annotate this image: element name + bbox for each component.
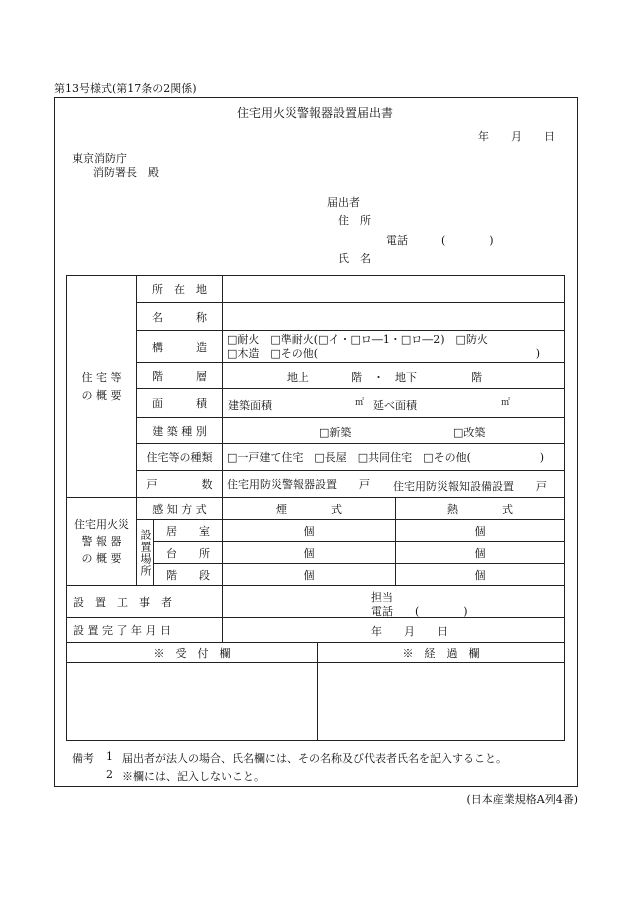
install-place-label: 設置場所	[137, 520, 154, 586]
room-smoke-count[interactable]: 個	[223, 520, 396, 542]
location-label: 所 在 地	[137, 276, 223, 303]
installer-label: 設 置 工 事 者	[67, 586, 223, 618]
detection-label: 感 知 方 式	[137, 498, 223, 520]
renovation-checkbox[interactable]: □改築	[453, 426, 486, 439]
section-alarm-label: 住宅用火災 警 報 器 の 概 要	[67, 498, 137, 586]
units-field[interactable]	[223, 471, 565, 498]
room-label: 居 室	[154, 520, 223, 542]
addressee-org: 東京消防庁	[72, 152, 127, 165]
floors-field[interactable]	[223, 363, 565, 389]
floors-label: 階 層	[137, 363, 223, 389]
date-line[interactable]: 年 月 日	[478, 130, 555, 143]
installer-field[interactable]	[223, 586, 565, 618]
reception-field[interactable]	[67, 663, 318, 741]
notifier-phone[interactable]: 電話 ( )	[386, 234, 494, 247]
structure-label: 構 造	[137, 331, 223, 363]
note-2: ※欄には、記入しないこと。	[122, 770, 265, 783]
addressee-chief: 消防署長 殿	[93, 166, 159, 179]
completion-label: 設 置 完 了 年 月 日	[67, 618, 223, 643]
housing-type-options[interactable]: □一戸建て住宅 □長屋 □共同住宅 □その他(	[227, 451, 471, 464]
housing-type-label: 住宅等の種類	[137, 444, 223, 471]
structure-options[interactable]	[223, 331, 565, 363]
kitchen-smoke-count[interactable]: 個	[223, 542, 396, 564]
location-field[interactable]	[223, 276, 565, 303]
installer-phone: 電話 ( )	[371, 605, 468, 618]
completion-date[interactable]	[223, 618, 565, 643]
units-alarm: 住宅用防災警報器設置 戸	[227, 478, 370, 491]
paper-size-footer: (日本産業規格A列4番)	[466, 793, 578, 806]
stairs-heat-count[interactable]: 個	[396, 564, 565, 586]
notifier-label: 届出者	[327, 196, 360, 209]
structure-close-paren: )	[535, 346, 540, 360]
note-1-number: 1	[106, 750, 113, 763]
form-title: 住宅用火災警報器設置届出書	[236, 106, 393, 120]
structure-options-line1[interactable]: □耐火 □準耐火(□イ・□ロ―1・□ロ―2) □防火	[227, 332, 488, 346]
stairs-smoke-count[interactable]: 個	[223, 564, 396, 586]
area-field[interactable]	[223, 389, 565, 418]
floors-below-label: 階	[471, 371, 482, 384]
building-area-label: 建築面積	[228, 399, 272, 412]
housing-type-field[interactable]	[223, 444, 565, 471]
notifier-name-label: 氏 名	[338, 252, 371, 265]
form-number: 第13号様式(第17条の2関係)	[54, 82, 197, 95]
housing-type-close-paren: )	[539, 451, 544, 464]
area-label: 面 積	[137, 389, 223, 418]
room-heat-count[interactable]: 個	[396, 520, 565, 542]
total-floor-area-unit: ㎡	[501, 398, 511, 408]
notifier-address-label: 住 所	[338, 214, 371, 227]
section-housing-label: 住 宅 等 の 概 要	[67, 276, 137, 498]
name-label: 名 称	[137, 303, 223, 331]
stairs-label: 階 段	[154, 564, 223, 586]
floors-above-label: 地上	[287, 371, 309, 384]
name-field[interactable]	[223, 303, 565, 331]
note-2-number: 2	[106, 768, 113, 781]
notes-label: 備考	[72, 752, 94, 765]
structure-options-line2[interactable]: □木造 □その他(	[227, 346, 319, 360]
form-table	[66, 275, 565, 741]
installer-contact-label: 担当	[371, 591, 393, 604]
progress-header: ※ 経 過 欄	[318, 643, 565, 663]
floors-mid-label: 階 ・ 地下	[351, 371, 417, 384]
reception-header: ※ 受 付 欄	[67, 643, 318, 663]
heat-header: 熱 式	[396, 498, 565, 520]
note-1: 届出者が法人の場合、氏名欄には、その名称及び代表者氏名を記入すること。	[122, 752, 507, 765]
construction-type-field[interactable]	[223, 418, 565, 444]
completion-date-text: 年 月 日	[371, 625, 448, 638]
kitchen-label: 台 所	[154, 542, 223, 564]
new-build-checkbox[interactable]: □新築	[319, 426, 352, 439]
total-floor-area-label: 延べ面積	[373, 399, 417, 412]
construction-type-label: 建 築 種 別	[137, 418, 223, 444]
units-label: 戸 数	[137, 471, 223, 498]
building-area-unit: ㎡	[355, 398, 365, 408]
units-system: 住宅用防災報知設備設置 戸	[393, 480, 547, 493]
kitchen-heat-count[interactable]: 個	[396, 542, 565, 564]
progress-field[interactable]	[318, 663, 565, 741]
smoke-header: 煙 式	[223, 498, 396, 520]
